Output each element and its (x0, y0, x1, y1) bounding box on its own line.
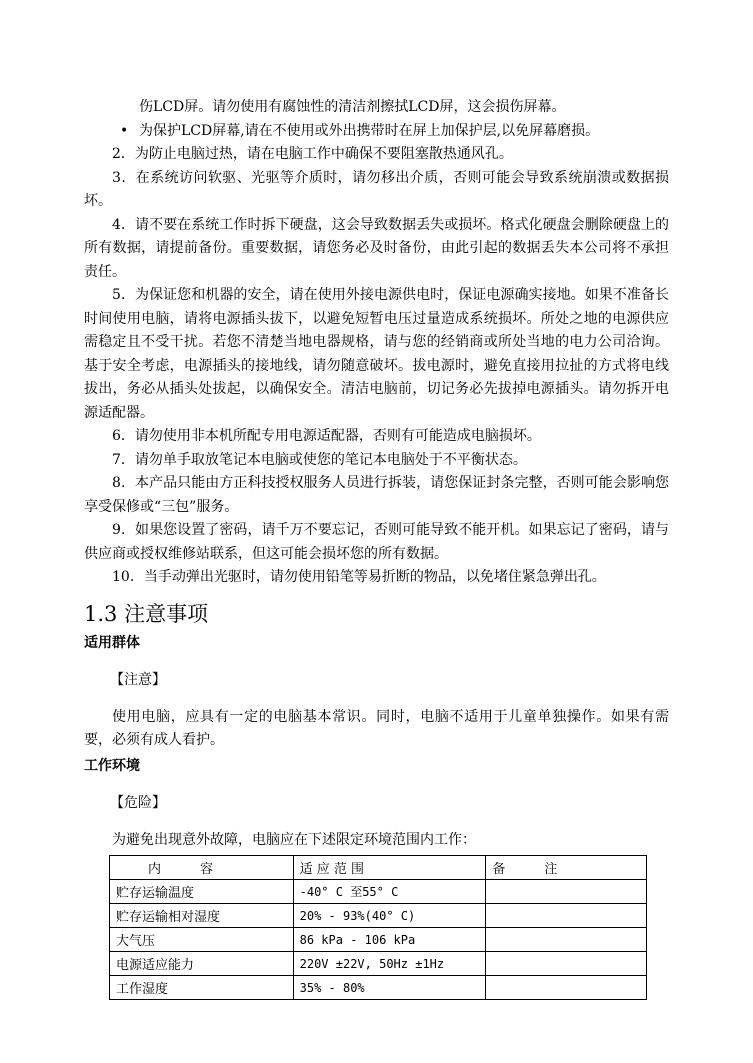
cell-range: -40° C 至55° C (293, 880, 486, 904)
subsection-title-audience: 适用群体 (84, 634, 140, 651)
cell-remark (486, 976, 647, 1000)
table-row (110, 904, 647, 928)
paragraph-3: 3．在系统访问软驱、光驱等介质时，请勿移出介质，否则可能会导致系统崩溃或数据损坏。 (84, 169, 669, 209)
cell-remark (486, 928, 647, 952)
header-content: 内 容 (110, 856, 294, 880)
danger-label: 【危险】 (110, 794, 166, 811)
cell-item: 大气压 (110, 928, 294, 952)
cell-item: 工作湿度 (110, 976, 294, 1000)
table-row (110, 880, 647, 904)
cell-range: 20% - 93%(40° C) (293, 904, 486, 928)
cell-remark (486, 880, 647, 904)
cell-remark (486, 952, 647, 976)
paragraph-8: 8．本产品只能由方正科技授权服务人员进行拆装，请您保证封条完整，否则可能会影响您享受保修或“三包”服务。 (84, 475, 669, 515)
cell-remark (486, 904, 647, 928)
cell-item: 电源适应能力 (110, 952, 294, 976)
paragraph-5: 5．为保证您和机器的安全，请在使用外接电源供电时，保证电源确实接地。如果不准备长时间使用电脑，请将电源插头拔下，以避免短暂电压过量造成系统损坏。所处之地的电源供应需稳定且不受干扰。若您不清楚当地电器规格，请与您的经销商或所处当地的电力公司洽询。基于安全考虑，电源插头的接地线，请勿随意破坏。拔电源时，避免直接用拉扯的方式将电线拔出，务必从插头处拔起，以确保安全。清洁电脑前，切记务必先拔掉电源插头。请勿拆开电源适配器。 (84, 287, 669, 421)
continued-line: 伤LCD屏。请勿使用有腐蚀性的清洁剂擦拭LCD屏，这会损伤屏幕。 (139, 99, 566, 115)
table-row (110, 976, 647, 1000)
paragraph-7: 7．请勿单手取放笔记本电脑或使您的笔记本电脑处于不平衡状态。 (112, 451, 527, 468)
bullet-text: 为保护LCD屏幕,请在不使用或外出携带时在屏上加保护层,以免屏幕磨损。 (139, 122, 600, 139)
cell-range: 35% - 80% (293, 976, 486, 1000)
bullet-dot-icon: • (120, 122, 129, 139)
header-range: 适 应 范 围 (293, 856, 486, 880)
cell-range: 86 kPa - 106 kPa (293, 928, 486, 952)
document-page (84, 96, 669, 1000)
paragraph-10: 10．当手动弹出光驱时，请勿使用铅笔等易折断的物品，以免堵住紧急弹出孔。 (112, 569, 606, 585)
cell-item: 贮存运输温度 (110, 880, 294, 904)
audience-text: 使用电脑，应具有一定的电脑基本常识。同时，电脑不适用于儿童单独操作。如果有需要，必须有成人看护。 (84, 708, 669, 748)
table-row (110, 928, 647, 952)
paragraph-2: 2．为防止电脑过热，请在电脑工作中确保不要阻塞散热通风孔。 (112, 146, 513, 162)
bullet-item (84, 120, 669, 144)
subsection-title-environment: 工作环境 (84, 757, 140, 774)
section-title: 1.3 注意事项 (84, 601, 209, 626)
paragraph-6: 6．请勿使用非本机所配专用电源适配器，否则有可能造成电脑损坏。 (112, 428, 541, 444)
table-row (110, 952, 647, 976)
paragraph-4: 4．请不要在系统工作时拆下硬盘，这会导致数据丢失或损坏。格式化硬盘会删除硬盘上的所有数据，请提前备份。重要数据，请您务必及时备份，由此引起的数据丢失本公司将不承担责任。 (84, 216, 669, 280)
paragraph-9: 9．如果您设置了密码，请千万不要忘记，否则可能导致不能开机。如果忘记了密码，请与供应商或授权维修站联系，但这可能会损坏您的所有数据。 (84, 522, 669, 562)
notice-label: 【注意】 (110, 671, 166, 688)
table-header-row (110, 856, 647, 880)
cell-item: 贮存运输相对湿度 (110, 904, 294, 928)
environment-table (109, 855, 647, 1000)
cell-range: 220V ±22V, 50Hz ±1Hz (293, 952, 486, 976)
header-remarks: 备 注 (486, 856, 647, 880)
environment-text: 为避免出现意外故障，电脑应在下述限定环境范围内工作： (112, 831, 476, 848)
